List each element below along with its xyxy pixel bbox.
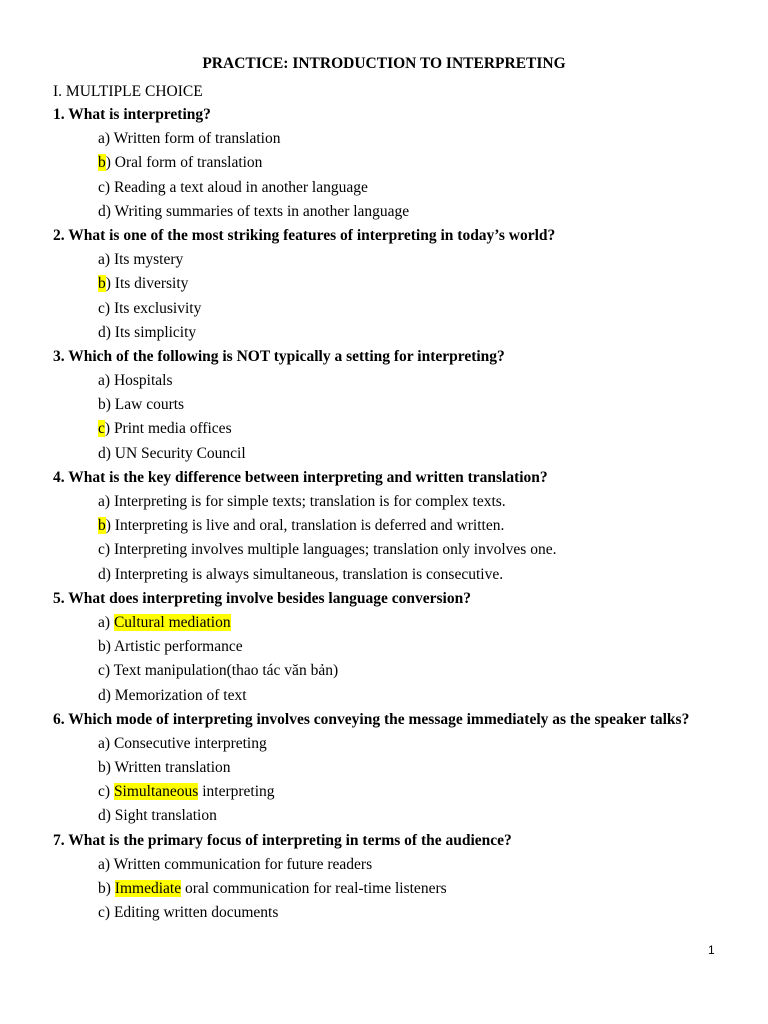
answer-option (53, 490, 753, 514)
answer-option (53, 127, 753, 151)
answer-option (53, 901, 753, 925)
option-paren: ) (105, 444, 111, 462)
option-letter: c (98, 662, 105, 680)
option-letter: c (98, 541, 105, 559)
answer-option (53, 804, 753, 828)
answer-option (53, 853, 753, 877)
option-text: Oral form of translation (110, 154, 263, 172)
option-paren: ) (104, 734, 111, 752)
option-text: Memorization of text (110, 686, 247, 704)
option-text: Law courts (110, 396, 185, 414)
option-text: Sight translation (110, 807, 217, 825)
option-letter: d (98, 807, 106, 825)
answer-option (53, 635, 753, 659)
section-heading: I. MULTIPLE CHOICE (53, 83, 203, 100)
question-text: 1. What is interpreting? (53, 106, 211, 123)
question-list (53, 103, 753, 925)
option-text: Interpreting is for simple texts; translation is for complex texts. (110, 493, 506, 510)
option-paren: ) (104, 783, 111, 801)
answer-option (53, 732, 753, 756)
page-number: 1 (708, 943, 715, 957)
option-paren: ) (104, 372, 111, 390)
answer-option (53, 659, 753, 683)
option-text: interpreting (198, 783, 275, 801)
option-letter: c (98, 783, 105, 801)
option-letter: c (98, 904, 105, 922)
option-letter: a (98, 251, 105, 269)
option-letter: a (98, 493, 105, 510)
answer-option (53, 780, 753, 804)
option-paren: ) (105, 323, 111, 341)
option-paren: ) (104, 541, 111, 559)
answer-option (53, 417, 753, 441)
option-text: Its diversity (110, 275, 189, 293)
answer-option (53, 538, 753, 562)
question-text: 3. Which of the following is NOT typically a setting for interpreting? (53, 347, 505, 365)
option-text: Consecutive interpreting (110, 734, 267, 752)
option-paren: ) (104, 662, 111, 680)
answer-option (53, 514, 753, 538)
option-paren: ) (104, 613, 111, 631)
option-paren: ) (105, 517, 111, 535)
answer-option (53, 200, 753, 224)
option-text-highlighted: Cultural mediation (113, 613, 231, 631)
document-title: PRACTICE: INTRODUCTION TO INTERPRETING (202, 55, 566, 72)
question-text: 6. Which mode of interpreting involves conveying the message immediately as the speaker talks? (53, 710, 690, 728)
option-text: oral communication for real-time listeners (181, 880, 447, 897)
option-letter: d (98, 323, 106, 341)
option-text: Written communication for future readers (110, 855, 373, 873)
option-paren: ) (104, 299, 111, 317)
option-text: Interpreting is always simultaneous, translation is consecutive. (110, 565, 504, 583)
option-letter: c (98, 299, 105, 317)
option-text: Its exclusivity (110, 299, 202, 317)
option-letter: a (98, 613, 105, 631)
answer-option (53, 756, 753, 780)
option-paren: ) (104, 904, 111, 922)
option-paren: ) (105, 565, 111, 583)
option-paren: ) (104, 178, 111, 196)
option-paren: ) (105, 759, 111, 777)
option-letter: c (98, 178, 105, 196)
option-paren: ) (104, 130, 111, 148)
option-paren: ) (104, 493, 111, 510)
option-letter-highlighted: b (98, 275, 106, 293)
option-letter: a (98, 130, 105, 148)
option-text: Its simplicity (110, 323, 197, 341)
option-letter-highlighted: b (98, 517, 106, 535)
option-text: Editing written documents (110, 904, 279, 922)
answer-option (53, 321, 753, 345)
option-text: Writing summaries of texts in another language (110, 202, 410, 220)
option-text: UN Security Council (110, 444, 246, 462)
option-letter: d (98, 686, 106, 704)
option-text-highlighted: Immediate (114, 880, 182, 897)
option-letter: d (98, 202, 106, 220)
option-letter: b (98, 880, 106, 897)
answer-option (53, 393, 753, 417)
option-text: Reading a text aloud in another language (110, 178, 368, 196)
option-text: Its mystery (110, 251, 184, 269)
option-letter: d (98, 444, 106, 462)
answer-option (53, 877, 753, 901)
option-letter: a (98, 372, 105, 390)
option-paren: ) (105, 202, 111, 220)
option-paren: ) (104, 420, 111, 438)
option-text-highlighted: Simultaneous (113, 783, 199, 801)
option-text: Written translation (110, 759, 231, 777)
answer-option (53, 297, 753, 321)
option-text: Written form of translation (110, 130, 281, 148)
option-text: Text manipulation(thao tác văn bản) (110, 662, 339, 680)
answer-option (53, 248, 753, 272)
option-paren: ) (105, 638, 111, 656)
option-letter: a (98, 855, 105, 873)
question-text: 7. What is the primary focus of interpreting in terms of the audience? (53, 831, 512, 849)
option-letter: d (98, 565, 106, 583)
option-paren: ) (105, 275, 111, 293)
answer-option (53, 611, 753, 635)
option-paren: ) (105, 686, 111, 704)
option-paren: ) (105, 396, 111, 414)
question-text: 4. What is the key difference between interpreting and written translation? (53, 468, 548, 486)
answer-option (53, 442, 753, 466)
option-letter: b (98, 759, 106, 777)
question-text: 2. What is one of the most striking features of interpreting in today’s world? (53, 226, 556, 244)
option-paren: ) (104, 855, 111, 873)
option-letter-highlighted: b (98, 154, 106, 172)
option-letter-highlighted: c (98, 420, 105, 438)
answer-option (53, 684, 753, 708)
option-text: Hospitals (110, 372, 173, 390)
answer-option (53, 369, 753, 393)
option-text: Interpreting involves multiple languages; translation only involves one. (110, 541, 557, 559)
option-paren: ) (105, 880, 111, 897)
option-letter: a (98, 734, 105, 752)
option-text: Artistic performance (110, 638, 243, 656)
answer-option (53, 272, 753, 296)
option-paren: ) (105, 807, 111, 825)
answer-option (53, 151, 753, 175)
option-letter: b (98, 638, 106, 656)
option-letter: b (98, 396, 106, 414)
option-paren: ) (104, 251, 111, 269)
answer-option (53, 563, 753, 587)
question-text: 5. What does interpreting involve besides language conversion? (53, 589, 471, 607)
answer-option (53, 176, 753, 200)
option-text: Interpreting is live and oral, translation is deferred and written. (110, 517, 505, 535)
option-paren: ) (105, 154, 111, 172)
option-text: Print media offices (110, 420, 232, 438)
